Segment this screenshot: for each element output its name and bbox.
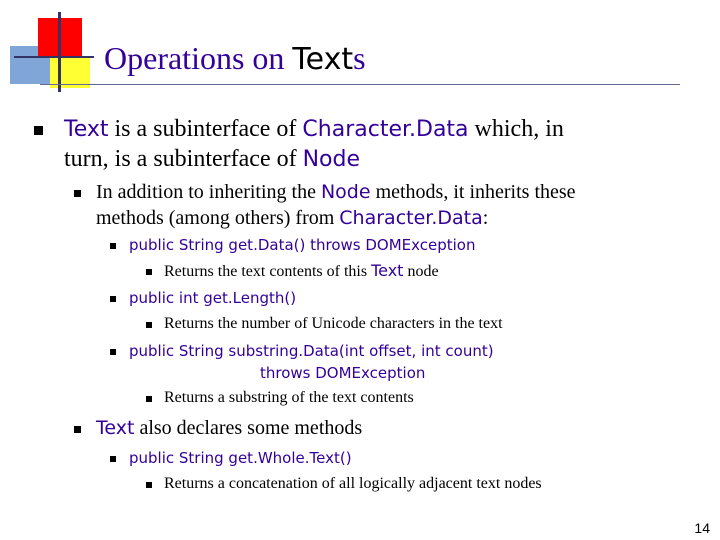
bullet-marker [110, 456, 116, 462]
method-description: Returns a concatenation of all logically adjacent text nodes [164, 475, 542, 492]
bullet-marker [74, 190, 81, 197]
logo-horizontal-line [14, 56, 94, 58]
method-signature: public String substring.Data(int offset, int count) [129, 342, 494, 360]
bullet-marker [110, 243, 116, 249]
method-signature: public String get.Whole.Text() [129, 449, 352, 467]
bullet-marker [34, 126, 43, 135]
slide-title: Operations on Texts [104, 40, 366, 77]
bullet-text-continued: turn, is a subinterface of Node [64, 146, 361, 172]
method-description: Returns the number of Unicode characters in the text [164, 315, 503, 332]
method-description: Returns a substring of the text contents [164, 389, 414, 406]
method-signature-continued: throws DOMException [260, 364, 426, 382]
method-description: Returns the text contents of this Text node [164, 261, 439, 280]
bullet-text: Text is a subinterface of Character.Data which, in [64, 116, 564, 142]
bullet-marker [146, 269, 152, 275]
method-signature: public int get.Length() [129, 289, 297, 307]
bullet-marker [146, 482, 152, 488]
bullet-text: Text also declares some methods [96, 417, 363, 439]
bullet-marker [146, 322, 152, 328]
bullet-marker [146, 396, 152, 402]
bullet-text-continued: methods (among others) from Character.Data: [96, 207, 489, 229]
bullet-marker [110, 349, 116, 355]
bullet-marker [74, 426, 81, 433]
bullet-text: In addition to inheriting the Node methods, it inherits these [96, 181, 576, 203]
bullet-marker [110, 296, 116, 302]
title-underline [40, 84, 680, 85]
method-signature: public String get.Data() throws DOMException [129, 236, 476, 254]
page-number: 14 [694, 520, 710, 536]
logo-vertical-line [58, 12, 61, 92]
